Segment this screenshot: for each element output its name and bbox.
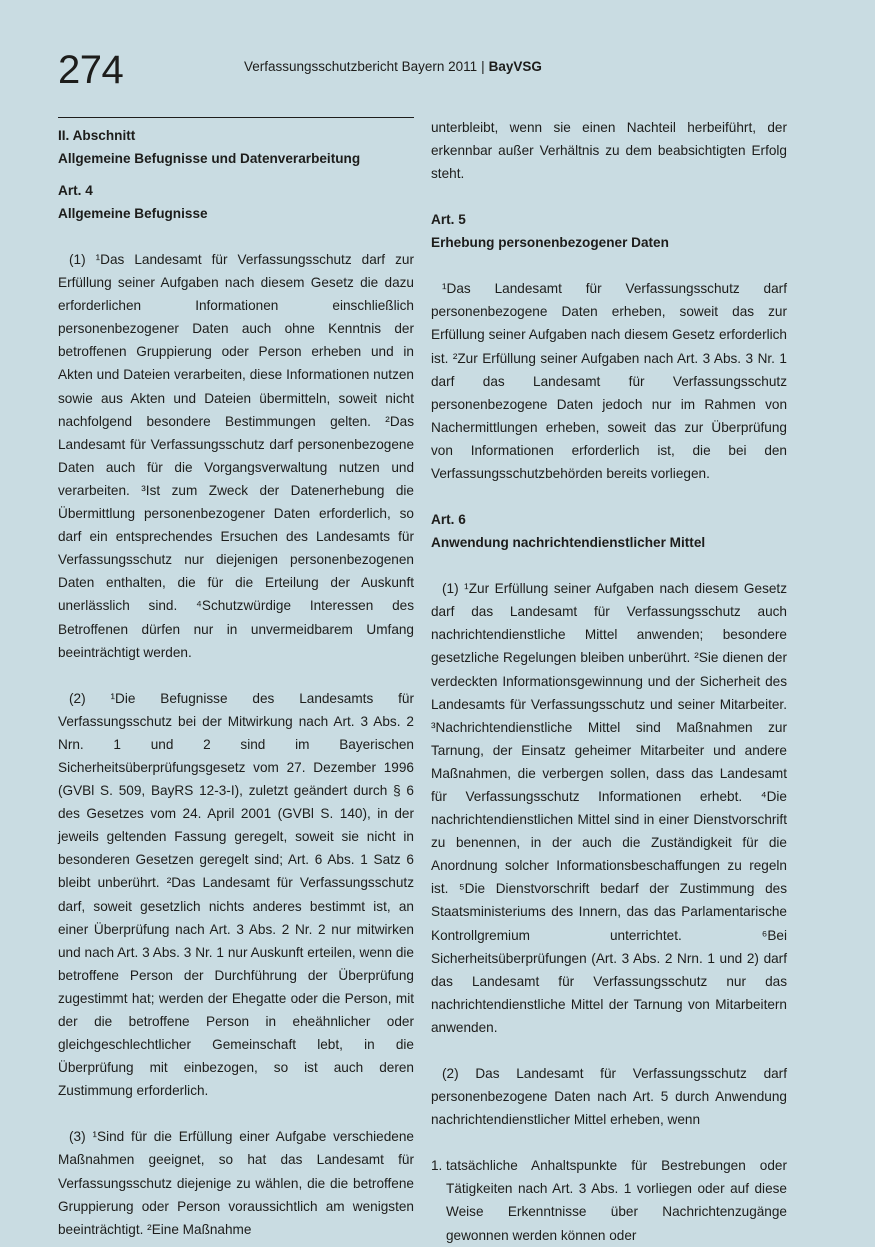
article-4-paragraph-3: (3) ¹Sind für die Erfüllung einer Aufgabe verschiedene Maßnahmen geeignet, so hat das Landesamt für Verfassungsschutz diejenige zu wählen, die die betroffene Gruppierung oder Person voraussichtlich am wenigsten beeinträchtigt. ²Eine Maßnahme (58, 1129, 414, 1237)
report-title: Verfassungsschutzbericht Bayern 2011 (244, 59, 478, 74)
header-separator: | (481, 59, 485, 74)
article-4-paragraph-1: (1) ¹Das Landesamt für Verfassungsschutz darf zur Erfüllung seiner Aufgaben nach diesem Gesetz die dazu erforderlichen Informationen einschließlich personenbezogener Daten auch ohne Kenntnis der betroffenen Gruppierung oder Person erheben und in Akten und Dateien verarbeiten, diese Informationen nutzen sowie aus Akten und Dateien übermitteln, soweit nicht nachfolgend besondere Bestimmungen gelten. ²Das Landesamt für Verfassungsschutz darf personenbezogene Daten auch für die Vorgangsverwaltung nutzen und verarbeiten. ³Ist zum Zweck der Datenerhebung die Übermittlung personenbezogener Daten erforderlich, so darf ein entsprechendes Ersuchen des Landesamts für Verfassungsschutz nur diejenigen personenbezogenen Daten enthalten, die für die Erteilung der Auskunft unerlässlich sind. ⁴Schutzwürdige Interessen des Betroffenen dürfen nur in unvermeidbarem Umfang beeinträchtigt werden. (58, 252, 414, 660)
article-6-paragraph-1: (1) ¹Zur Erfüllung seiner Aufgaben nach diesem Gesetz darf das Landesamt für Verfassungsschutz auch nachrichtendienstliche Mittel anwenden; besondere gesetzliche Regelungen bleiben unberührt. ²Sie dienen der verdeckten Informationsgewinnung und der Sicherheit des Landesamts für Verfassungsschutz und seiner Mitarbeiter. ³Nachrichtendienstliche Mittel sind Maßnahmen zur Tarnung, der Einsatz geheimer Mitarbeiter und andere Maßnahmen, die verbergen sollen, dass das Landesamt für Verfassungsschutz Informationen erhebt. ⁴Die nachrichtendienstlichen Mittel sind in einer Dienstvorschrift zu benennen, in der auch die Zuständigkeit für die Anordnung solcher Informationsbeschaffungen zu regeln ist. ⁵Die Dienstvorschrift bedarf der Zustimmung des Staatsministeriums des Innern, das das Parlamentarische Kontrollgremium unterrichtet. ⁶Bei Sicherheitsüberprüfungen (Art. 3 Abs. 2 Nrn. 1 und 2) darf das Landesamt für Verfassungsschutz nur das nachrichtendienstliche Mittel der Tarnung von Mitarbeitern anwenden. (431, 581, 787, 1035)
article-5-label: Art. 5 (431, 212, 466, 228)
spacer (58, 1102, 414, 1125)
section-title: Allgemeine Befugnisse und Datenverarbeitung (58, 151, 361, 166)
article-6-label: Art. 6 (431, 512, 466, 528)
condition-list (431, 1154, 787, 1246)
list-item (431, 1154, 787, 1246)
article-4-label: Art. 4 (58, 183, 93, 198)
article-6-paragraph-2: (2) Das Landesamt für Verfassungsschutz darf personenbezogene Daten nach Art. 5 durch Anwendung nachrichtendienstlicher Mittel erheben, wenn (431, 1066, 787, 1128)
article-5-title: Erhebung personenbezogener Daten (431, 235, 669, 251)
article-4-paragraph-3-continued: unterbleibt, wenn sie einen Nachteil herbeiführt, der erkennbar außer Verhältnis zu dem beabsichtigten Erfolg steht. (431, 120, 787, 182)
article-5-paragraph: ¹Das Landesamt für Verfassungsschutz darf personenbezogene Daten erheben, soweit das zur Erfüllung seiner Aufgaben nach diesem Gesetz erforderlich ist. ²Zur Erfüllung seiner Aufgaben nach Art. 3 Abs. 3 Nr. 1 darf das Landesamt für Verfassungsschutz personenbezogene Daten jedoch nur im Rahmen von Nachermittlungen erheben, soweit das zur Überprüfung von Informationen erforderlich ist, die bei den Verfassungsschutzbehörden bereits vorliegen. (431, 281, 787, 482)
article-6-title: Anwendung nachrichtendienstlicher Mittel (431, 535, 706, 551)
left-column (58, 117, 414, 1241)
page-number: 274 (58, 48, 124, 92)
law-abbreviation: BayVSG (488, 59, 542, 74)
spacer (431, 1131, 787, 1154)
right-column (431, 116, 787, 1247)
section-rule (58, 117, 414, 118)
spacer (431, 1039, 787, 1062)
article-4-title: Allgemeine Befugnisse (58, 206, 208, 221)
spacer (431, 554, 787, 577)
article-4-paragraph-2: (2) ¹Die Befugnisse des Landesamts für Verfassungsschutz bei der Mitwirkung nach Art. 3 Abs. 2 Nrn. 1 und 2 sind im Bayerischen Sicherheitsüberprüfungsgesetz vom 27. Dezember 1996 (GVBl S. 509, BayRS 12-3-I), zuletzt geändert durch § 6 des Gesetzes vom 24. April 2001 (GVBl S. 140), in der jeweils geltenden Fassung geregelt, soweit sie nicht in besonderen Gesetzen geregelt sind; Art. 6 Abs. 1 Satz 6 bleibt unberührt. ²Das Landesamt für Verfassungsschutz darf, soweit gesetzlich nichts anderes bestimmt ist, an einer Überprüfung nach Art. 3 Abs. 2 Nr. 2 nur mitwirken und nach Art. 3 Abs. 3 Nr. 1 nur Auskunft erteilen, wenn die betroffene Person der Durchführung der Überprüfung zugestimmt hat; werden der Ehegatte oder die Person, mit der die betroffene Person in eheähnlicher oder gleichgeschlechtlicher Gemeinschaft lebt, in die Überprüfung mit einbezogen, so ist auch deren Zustimmung erforderlich. (58, 690, 414, 1099)
list-item-text: tatsächliche Anhaltspunkte für Bestrebungen oder Tätigkeiten nach Art. 3 Abs. 1 vorliegen oder auf diese Weise Erkenntnisse über Nachrichtenzugänge gewonnen werden können oder (446, 1158, 787, 1243)
spacer (58, 225, 414, 248)
section-label: II. Abschnitt (58, 128, 136, 143)
list-item-number: 1. (431, 1158, 443, 1174)
running-header (244, 60, 542, 74)
spacer (431, 254, 787, 277)
spacer (58, 664, 414, 687)
